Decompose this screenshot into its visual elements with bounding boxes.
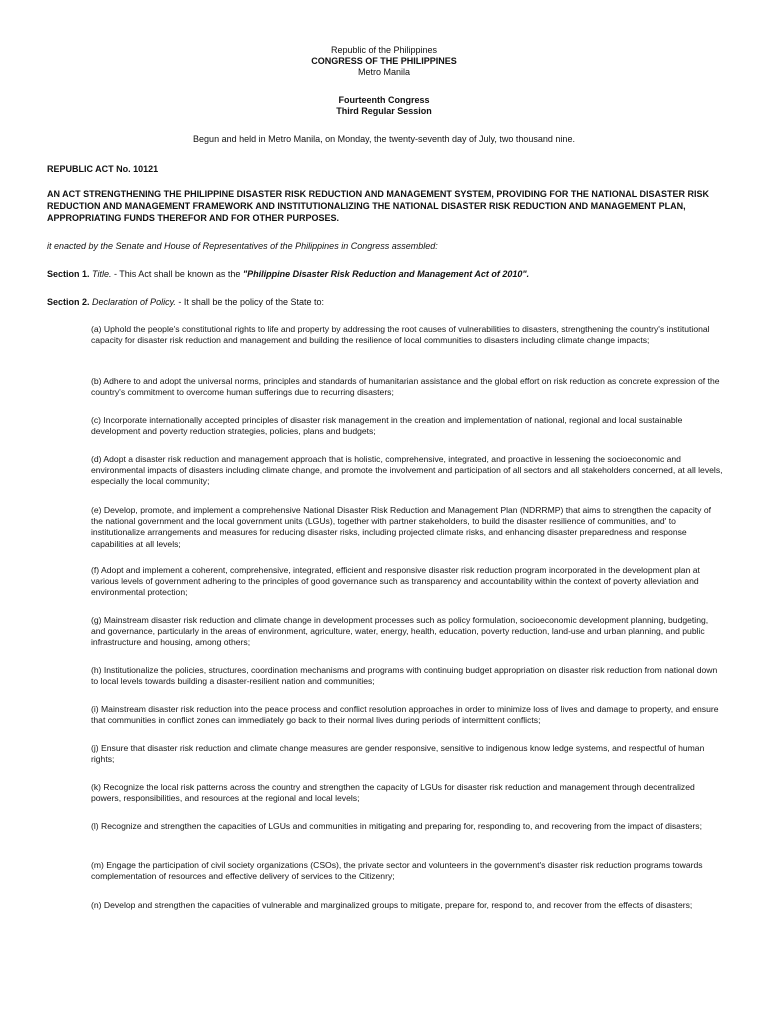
section-2-text: - It shall be the policy of the State to: bbox=[175, 297, 324, 307]
begun-statement: Begun and held in Metro Manila, on Monday, the twenty-seventh day of July, two thousand nine. bbox=[193, 134, 575, 144]
clause-e: (e) Develop, promote, and implement a comprehensive National Disaster Risk Reduction and Management Plan (NDRRMP) that aims to strengthen the capacity of the national government and the local government units (LGUs), together with partner stakeholders, to build the disaster resilience of communities, and' to institutionalize arrangements and measures for reducing disaster risks, including projected climate risks, and enhancing disaster preparedness and response capabilities at all levels; bbox=[91, 505, 711, 549]
location-line: Metro Manila bbox=[357, 67, 411, 77]
clause-d: (d) Adopt a disaster risk reduction and management approach that is holistic, comprehensive, integrated, and proactive in lessening the socioeconomic and environmental impacts of disasters including climate change, and promote the involvement and participation of all sectors and all stakeholders concerned, at all levels, especially the local community; bbox=[91, 454, 723, 487]
section-1-title: Title. bbox=[92, 269, 112, 279]
republic-act-number: REPUBLIC ACT No. 10121 bbox=[47, 164, 159, 174]
congress-line: CONGRESS OF THE PHILIPPINES bbox=[311, 56, 457, 66]
clause-l: (l) Recognize and strengthen the capacities of LGUs and communities in mitigating and preparing for, responding to, and recovering from the impact of disasters; bbox=[91, 821, 702, 831]
act-title: AN ACT STRENGTHENING THE PHILIPPINE DISASTER RISK REDUCTION AND MANAGEMENT SYSTEM, PROVIDING FOR THE NATIONAL DISASTER RISK REDUCTION AND MANAGEMENT FRAMEWORK AND INSTITUTIONALIZING THE NATIONAL DISASTER RISK REDUCTION AND MANAGEMENT PLAN, APPROPRIATING FUNDS THEREFOR AND FOR OTHER PURPOSES. bbox=[47, 189, 710, 223]
document-header bbox=[0, 45, 768, 78]
congress-number: Fourteenth Congress bbox=[338, 95, 430, 105]
clause-n: (n) Develop and strengthen the capacities of vulnerable and marginalized groups to mitigate, prepare for, respond to, and recover from the effects of disasters; bbox=[91, 900, 693, 910]
clause-k: (k) Recognize the local risk patterns across the country and strengthen the capacity of LGUs for disaster risk reduction and management through decentralized powers, responsibilities, and resources at the regional and local levels; bbox=[91, 782, 695, 804]
section-1-short-title: "Philippine Disaster Risk Reduction and Management Act of 2010". bbox=[242, 269, 530, 279]
section-2 bbox=[47, 296, 727, 308]
section-2-title: Declaration of Policy. bbox=[92, 297, 176, 307]
clause-h: (h) Institutionalize the policies, structures, coordination mechanisms and programs with continuing budget appropriation on disaster risk reduction from national down to local levels towards building a disaster-resilient nation and communities; bbox=[91, 665, 718, 687]
section-1-label: Section 1. bbox=[47, 269, 90, 279]
clause-a: (a) Uphold the people's constitutional rights to life and property by addressing the root causes of vulnerabilities to disasters, strengthening the country's institutional capacity for disaster risk reduction and management and building the resilience of local communities to disasters including climate change impacts; bbox=[91, 324, 710, 346]
clause-j: (j) Ensure that disaster risk reduction and climate change measures are gender responsive, sensitive to indigenous know ledge systems, and respectful of human rights; bbox=[91, 743, 705, 765]
clause-b: (b) Adhere to and adopt the universal norms, principles and standards of humanitarian assistance and the global effort on risk reduction as concrete expression of the country's commitment to overcome human sufferings due to recurring disasters; bbox=[91, 376, 720, 398]
clause-m: (m) Engage the participation of civil society organizations (CSOs), the private sector and volunteers in the government's disaster risk reduction programs towards complementation of resources and effective delivery of services to the Citizenry; bbox=[91, 860, 703, 882]
section-1-text: - This Act shall be known as the bbox=[111, 269, 243, 279]
clause-g: (g) Mainstream disaster risk reduction and climate change in development processes such as policy formulation, socioeconomic development planning, budgeting, and governance, particularly in the areas of environment, agriculture, water, energy, health, education, poverty reduction, land-use and urban planning, and public infrastructure and housing, among others; bbox=[91, 615, 709, 648]
enacting-clause: it enacted by the Senate and House of Representatives of the Philippines in Congress assembled: bbox=[47, 241, 438, 251]
session-info bbox=[0, 95, 768, 117]
regular-session: Third Regular Session bbox=[336, 106, 432, 116]
section-2-label: Section 2. bbox=[47, 297, 90, 307]
republic-line: Republic of the Philippines bbox=[330, 45, 438, 55]
clause-c: (c) Incorporate internationally accepted principles of disaster risk management in the creation and implementation of national, regional and local sustainable development and poverty reduction strategies, policies, plans and budgets; bbox=[91, 415, 683, 437]
clause-i: (i) Mainstream disaster risk reduction into the peace process and conflict resolution approaches in order to minimize loss of lives and damage to property, and ensure that communities in conflict zones can immediately go back to their normal lives during periods of intermittent conflicts; bbox=[91, 704, 719, 726]
section-1 bbox=[47, 268, 727, 280]
clause-f: (f) Adopt and implement a coherent, comprehensive, integrated, efficient and responsive disaster risk reduction program incorporated in the development plan at various levels of government adhering to the principles of good governance such as transparency and accountability within the context of poverty alleviation and environmental protection; bbox=[91, 565, 700, 598]
